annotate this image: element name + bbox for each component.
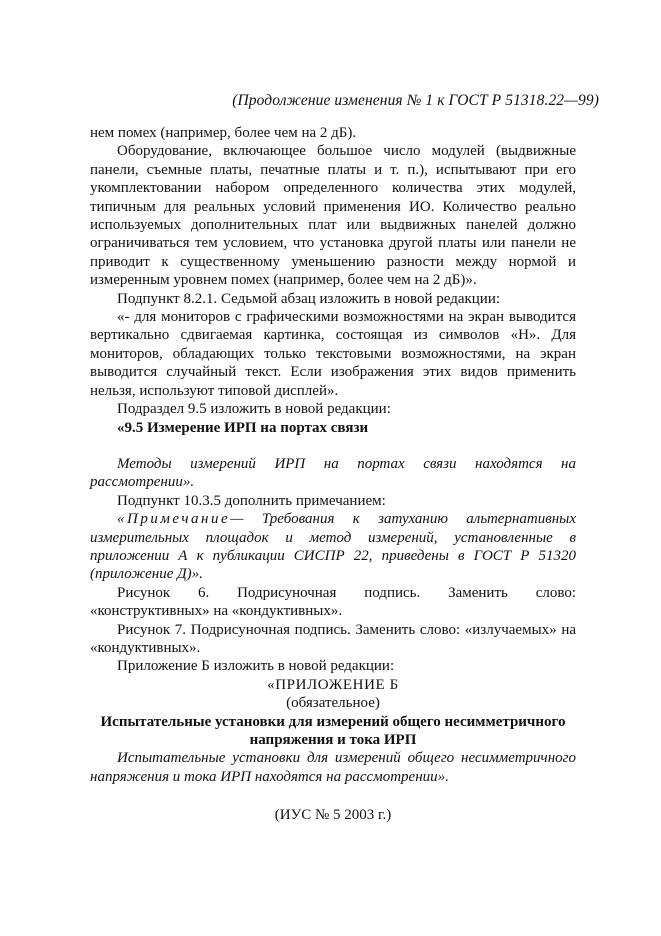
paragraph-subclause-10-3-5: Подпункт 10.3.5 дополнить примечанием: <box>117 492 386 509</box>
paragraph-monitors: «- для мониторов с графическими возможностями на экран выводится вертикально сдвигаемая картинка, состоящая из символов «Н». Для мониторов, обладающих только текстовыми возможностями, на экран выводится случайный текст. Если изображения этих видов применить нельзя, используют типовой дисплей». <box>90 309 576 399</box>
paragraph-subclause-8-2-1: Подпункт 8.2.1. Седьмой абзац изложить в новой редакции: <box>117 290 501 307</box>
paragraph-subsection-9-5: Подраздел 9.5 изложить в новой редакции: <box>117 401 391 418</box>
paragraph-figure-7: Рисунок 7. Подрисуночная подпись. Заменить слово: «излучаемых» на «кондуктивных». <box>90 621 576 656</box>
appendix-status: (обязательное) <box>286 695 380 712</box>
appendix-title: «ПРИЛОЖЕНИЕ Б <box>267 676 399 693</box>
paragraph-figure-6: Рисунок 6. Подрисуночная подпись. Заменить слово: «конструктивных» на «кондуктивных». <box>90 584 576 620</box>
paragraph-methods: Методы измерений ИРП на портах связи находятся на рассмотрении». <box>90 455 576 491</box>
note-text: — Требования к затуханию альтернативных измерительных площадок и метод измерений, установленные в приложении А к публикации СИСПР 22, приведены в ГОСТ Р 51320 (приложение Д)». <box>90 511 576 583</box>
appendix-text: Испытательные установки для измерений общего несимметричного напряжения и тока ИРП находятся на рассмотрении». <box>90 750 576 785</box>
paragraph-equipment: Оборудование, включающее большое число модулей (выдвижные панели, съемные платы, печатные платы и т. п.), испытывают при его укомплектовании набором определенного количества этих модулей, типичным для реальных условий применения ИО. Количество реально используемых дополнительных плат или выдвижных панелей должно ограничиваться тем условием, что установка другой платы или панели не приводит к существенному уменьшению разности между нормой и измеренным уровнем помех (например, более чем на 2 дБ)». <box>90 143 576 289</box>
appendix-heading: Испытательные установки для измерений общего несимметричного напряжения и тока ИРП <box>100 713 566 748</box>
document-body <box>90 124 576 825</box>
note-label: «Примечание <box>117 511 231 528</box>
paragraph-appendix-b-intro: Приложение Б изложить в новой редакции: <box>117 658 395 675</box>
ius-reference: (ИУС № 5 2003 г.) <box>274 807 392 824</box>
paragraph-continued: нем помех (например, более чем на 2 дБ). <box>90 125 357 141</box>
heading-9-5: «9.5 Измерение ИРП на портах связи <box>117 419 369 436</box>
paragraph-note <box>90 510 576 584</box>
continuation-header: (Продолжение изменения № 1 к ГОСТ Р 51318.22—99) <box>232 92 599 109</box>
